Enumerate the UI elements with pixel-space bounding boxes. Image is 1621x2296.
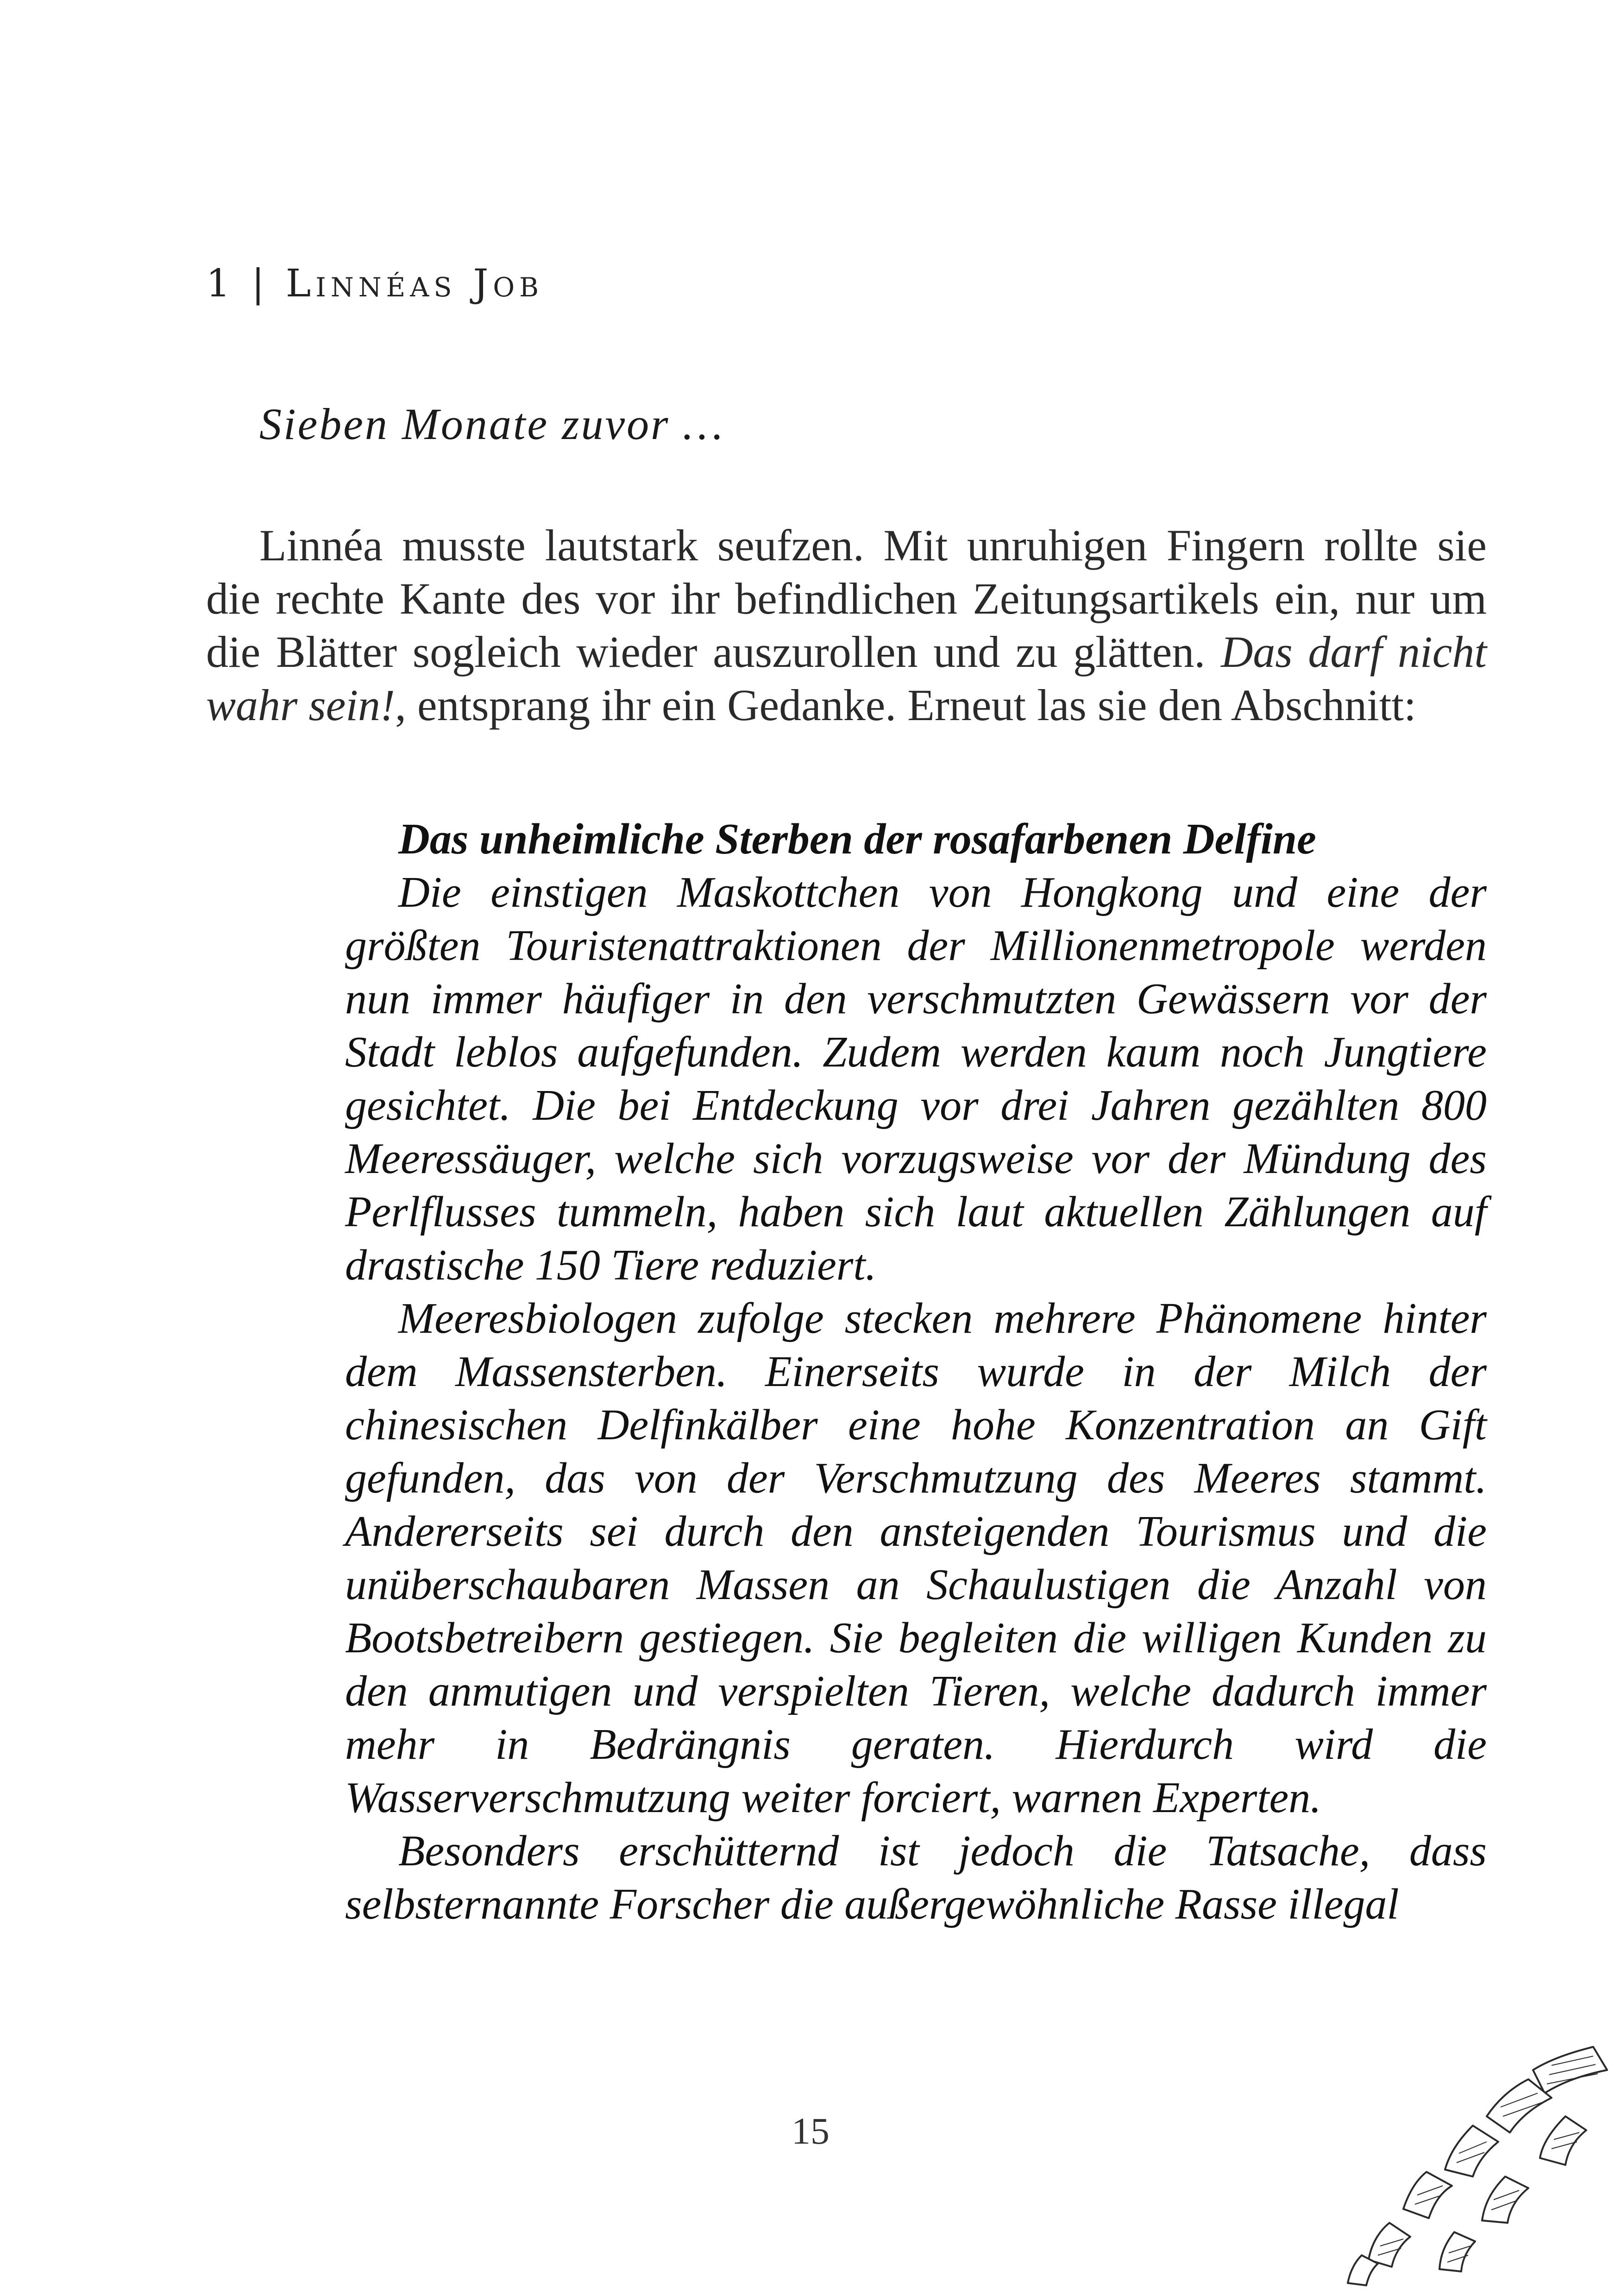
page-number: 15 (792, 2110, 829, 2152)
intro-thought: Das darf nicht wahr sein! (206, 627, 1487, 730)
chapter-subtitle: Sieben Monate zuvor … (259, 399, 724, 449)
intro-text-part2: , entsprang ihr ein Gedanke. Erneut las sie den Abschnitt: (395, 680, 1416, 730)
chapter-heading: 1 | Linnéas Job (206, 262, 544, 306)
article-title: Das unheimliche Sterben der rosafarbenen Delfine (398, 815, 1316, 863)
article-paragraph: Die einstigen Maskottchen von Hongkong und eine der größten Touristenattraktionen der Millionenmetropole werden nun immer häufiger in den verschmutzten Gewässern vor der Stadt leblos aufgefunden. Zudem werden kaum noch Jungtiere gesichtet. Die bei Entdeckung vor drei Jahren gezählten 800 Meeressäuger, welche sich vorzugsweise vor der Mündung des Perlflusses tummeln, haben sich laut aktuellen Zählungen auf drastische 150 Tiere reduziert. (345, 868, 1487, 1289)
newspaper-article (345, 813, 1487, 1931)
article-paragraph: Besonders erschütternd ist jedoch die Tatsache, dass selbsternannte Forscher die außergewöhnliche Rasse illegal (345, 1827, 1487, 1928)
article-paragraph: Meeresbiologen zufolge stecken mehrere Phänomene hinter dem Massensterben. Einerseits wurde in der Milch der chinesischen Delfinkälber eine hohe Konzentration an Gift gefunden, das von der Verschmutzung des Meeres stammt. Andererseits sei durch den ansteigenden Tourismus und die unüberschaubaren Massen an Schaulustigen die Anzahl von Bootsbetreibern gestiegen. Sie begleiten die willigen Kunden zu den anmutigen und verspielten Tieren, welche dadurch immer mehr in Bedrängnis geraten. Hierdurch wird die Wasserverschmutzung weiter forciert, warnen Experten. (345, 1294, 1487, 1822)
intro-paragraph (206, 519, 1487, 732)
flying-papers-illustration (1334, 2038, 1612, 2288)
intro-text-part1: Linnéa musste lautstark seufzen. Mit unruhigen Fingern rollte sie die rechte Kante des vor ihr befindlichen Zeitungsartikels ein, nur um die Blätter sogleich wieder auszurollen und zu glätten. (206, 521, 1487, 677)
